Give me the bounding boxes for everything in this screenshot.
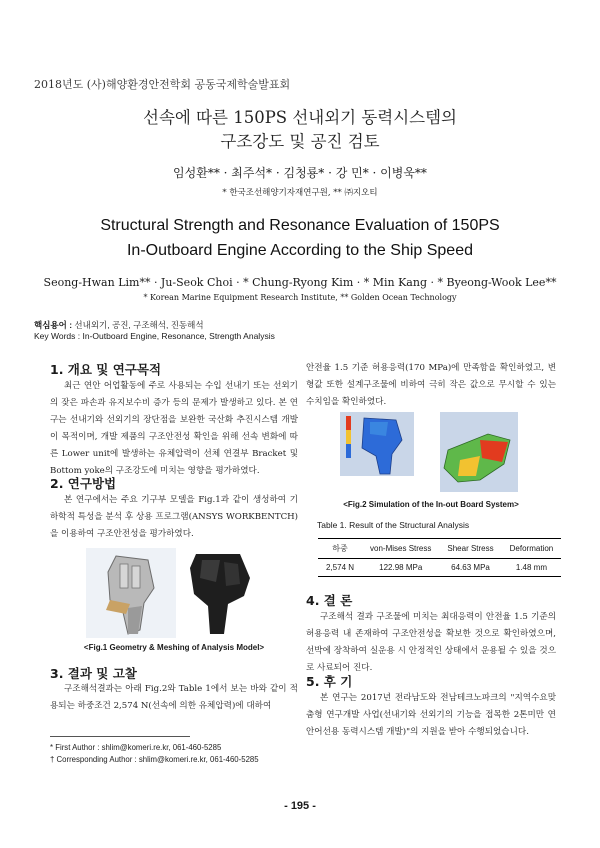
section-3-body: 구조해석결과는 아래 Fig.2와 Table 1에서 보는 바와 같이 적용되는 하중조건 2,574 N(선속에 의한 유체압력)에 대하여 [50, 684, 298, 711]
section-3-continued: 안전율 1.5 기준 허용응력(170 MPa)에 만족함을 확인하였고, 변형값 또한 설계구조물에 비하여 극히 작은 값으로 무시할 수 있는 수치임을 확인하였다. [306, 363, 556, 407]
table1 [318, 538, 561, 577]
keywords-en-text: In-Outboard Engine, Resonance, Strength Analysis [82, 331, 275, 341]
table1-header-load: 하중 [318, 539, 362, 559]
table1-cell-von-mises: 122.98 MPa [362, 559, 439, 577]
conference-header: 2018년도 (사)해양환경안전학회 공동국제학술발표회 [34, 78, 291, 91]
authors-en: Seong-Hwan Lim** · Ju-Seok Choi · * Chung-Ryong Kim · * Min Kang · * Byeong-Wook Lee** [43, 276, 557, 289]
title-en-line1: Structural Strength and Resonance Evaluation of 150PS [100, 217, 500, 234]
title-ko-line1: 선속에 따른 150PS 선내외기 동력시스템의 [143, 108, 457, 127]
fig1-mesh-image [180, 548, 264, 638]
table1-header-shear: Shear Stress [439, 539, 501, 559]
keywords-ko-label: 핵심용어 : [34, 320, 73, 330]
title-ko-line2: 구조강도 및 공진 검토 [220, 132, 380, 151]
table1-header-row [318, 539, 561, 559]
keywords-ko-text: 선내외기, 공진, 구조해석, 진동해석 [74, 320, 204, 330]
fig1-caption: <Fig.1 Geometry & Meshing of Analysis Model> [83, 643, 265, 652]
table1-header-deformation: Deformation [502, 539, 562, 559]
table1-cell-shear: 64.63 MPa [439, 559, 501, 577]
fig2-simulation-image [340, 410, 520, 494]
section-2-title: 2. 연구방법 [50, 476, 117, 491]
section-1-title: 1. 개요 및 연구목적 [50, 362, 162, 377]
section-5-title: 5. 후 기 [306, 674, 353, 689]
section-1-body: 최근 연안 어업활동에 주로 사용되는 수입 선내기 또는 선외기의 잦은 파손과 유지보수비 증가 등의 문제가 발생하고 있다. 본 연구는 선내기와 선외기의 장단점을 보완한 국산화 추진시스템 개발이 목적이며, 개발 제품의 구조안전성 확인을 위해 선속 변화에 따른 Lower unit에 발생하는 유체압력이 선체 연결부 Bracket 및 Bottom yoke의 구조강도에 미치는 영향을 평가하였다. [50, 381, 298, 476]
section-5-body: 본 연구는 2017년 전라남도와 전남테크노파크의 "지역수요맞춤형 연구개발 사업(선내기와 선외기의 기능을 접목한 2톤미만 연안어선용 동력시스템 개발)"의 지원을 받아 수행되었습니다. [306, 693, 556, 737]
footnote-corresponding-author: † Corresponding Author : shlim@komeri.re.kr, 061-460-5285 [50, 755, 259, 764]
section-2-body: 본 연구에서는 주요 기구부 모델을 Fig.1과 같이 생성하여 기하학적 특성을 분석 후 상용 프로그램(ANSYS WORKBENTCH)을 이용하여 구조안전성을 평가하였다. [50, 495, 298, 539]
fig1-geometry-image [86, 548, 176, 638]
section-4-body: 구조해석 결과 구조물에 미치는 최대응력이 안전율 1.5 기준의 허용응력 내 존재하여 구조안전성을 확보한 것으로 확인하였으며, 선박에 장착하여 실운용 시 안정적인 상태에서 운용될 수 있을 것으로 사료되어 진다. [306, 612, 556, 673]
section-4-title: 4. 결 론 [306, 593, 353, 608]
keywords-ko [34, 319, 204, 331]
keywords-en-label: Key Words : [34, 331, 81, 341]
page-number: - 195 - [284, 800, 316, 812]
affiliation-en: * Korean Marine Equipment Research Institute, ** Golden Ocean Technology [143, 293, 457, 302]
table1-cell-deformation: 1.48 mm [502, 559, 562, 577]
title-en-line2: In-Outboard Engine According to the Ship Speed [126, 242, 473, 259]
keywords-en [34, 331, 275, 341]
affiliation-ko: * 한국조선해양기자재연구원, ** ㈜지오티 [222, 188, 378, 198]
fig2-caption: <Fig.2 Simulation of the In-out Board System> [343, 500, 519, 509]
table-row [318, 559, 561, 577]
table1-cell-load: 2,574 N [318, 559, 362, 577]
footnote-divider [50, 736, 190, 737]
footnote-first-author: * First Author : shlim@komeri.re.kr, 061-460-5285 [50, 743, 222, 752]
table1-caption: Table 1. Result of the Structural Analysis [317, 520, 470, 530]
section-3-title: 3. 결과 및 고찰 [50, 666, 137, 681]
table1-header-von-mises: von-Mises Stress [362, 539, 439, 559]
authors-ko: 임성환** · 최주석* · 김청룡* · 강 민* · 이병욱** [173, 166, 427, 180]
